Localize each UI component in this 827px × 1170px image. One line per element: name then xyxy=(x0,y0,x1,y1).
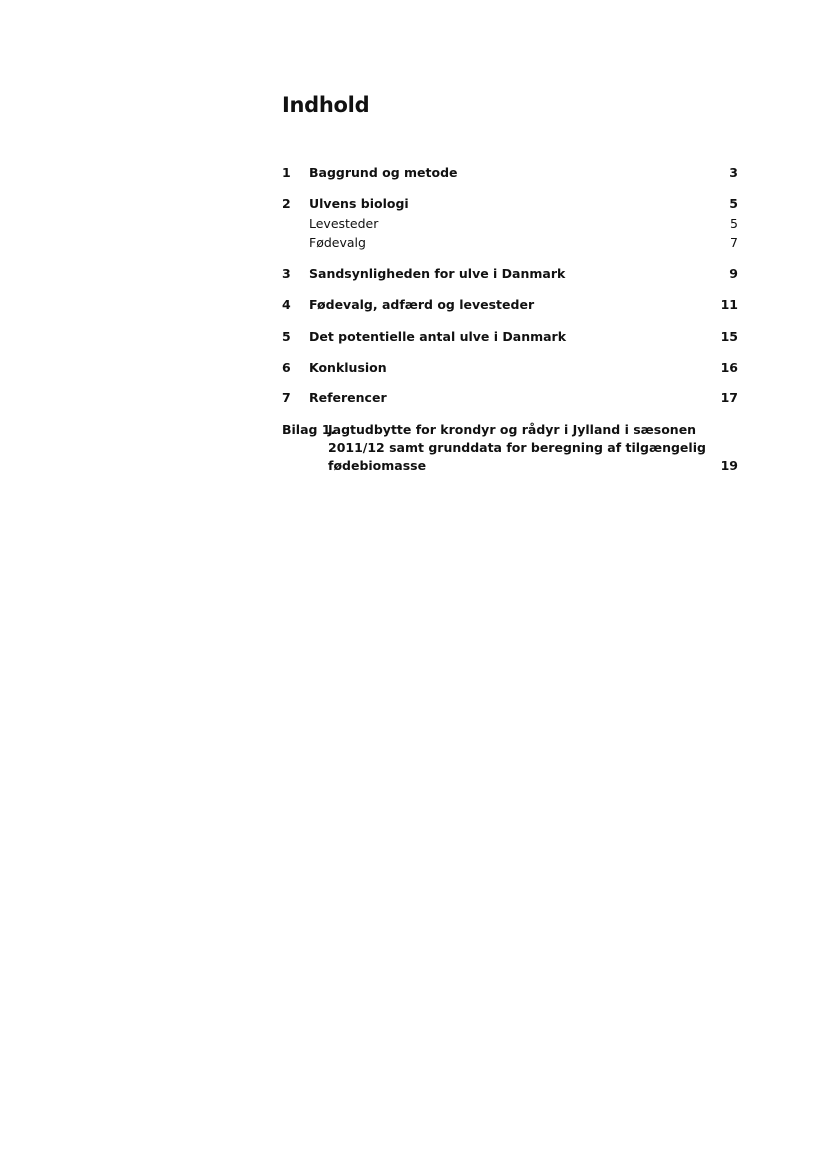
toc-entry-label: Referencer xyxy=(309,390,387,405)
toc-entry-2 xyxy=(282,195,738,213)
toc-entry-number: 5 xyxy=(282,329,291,344)
toc-entry-label: Fødevalg, adfærd og levesteder xyxy=(309,297,535,312)
toc-entry-label: Det potentielle antal ulve i Danmark xyxy=(309,329,567,344)
toc-entry-label: Baggrund og metode xyxy=(309,165,458,180)
toc-entry-7 xyxy=(282,389,738,407)
toc-entry-label: Konklusion xyxy=(309,360,387,375)
toc-subentry-page: 5 xyxy=(730,216,738,231)
appendix-title xyxy=(328,421,706,475)
appendix-prefix: Bilag 1. xyxy=(282,422,336,437)
appendix-title-line-3: fødebiomasse xyxy=(328,458,427,473)
toc-entry-4 xyxy=(282,296,738,314)
toc-entry-page: 9 xyxy=(729,266,738,281)
toc-entry-number: 4 xyxy=(282,297,291,312)
toc-subentry-label: Fødevalg xyxy=(309,235,366,250)
toc-entry-page: 16 xyxy=(720,360,738,375)
toc-entry-number: 2 xyxy=(282,196,291,211)
toc-subentry-fodevalg xyxy=(282,234,738,252)
toc-entry-page: 15 xyxy=(720,329,738,344)
toc-subentry-levesteder xyxy=(282,215,738,233)
toc-entry-number: 3 xyxy=(282,266,291,281)
toc-entry-label: Sandsynligheden for ulve i Danmark xyxy=(309,266,566,281)
toc-entry-page: 11 xyxy=(720,297,738,312)
toc-entry-6 xyxy=(282,359,738,377)
table-of-contents xyxy=(282,0,738,1170)
appendix-title-line-1: Jagtudbytte for krondyr og rådyr i Jylland i sæsonen xyxy=(328,422,697,437)
toc-subentry-page: 7 xyxy=(730,235,738,250)
toc-entry-5 xyxy=(282,328,738,346)
toc-entry-number: 7 xyxy=(282,390,291,405)
toc-entry-1 xyxy=(282,164,738,182)
page-title: Indhold xyxy=(282,93,370,117)
toc-entry-3 xyxy=(282,265,738,283)
toc-subentry-label: Levesteder xyxy=(309,216,379,231)
toc-entry-number: 6 xyxy=(282,360,291,375)
toc-entry-number: 1 xyxy=(282,165,291,180)
toc-entry-page: 3 xyxy=(729,165,738,180)
toc-entry-page: 17 xyxy=(720,390,738,405)
appendix-title-line-2: 2011/12 samt grunddata for beregning af tilgængelig xyxy=(328,440,706,455)
appendix-page: 19 xyxy=(720,458,738,473)
toc-entry-page: 5 xyxy=(729,196,738,211)
toc-entry-label: Ulvens biologi xyxy=(309,196,409,211)
